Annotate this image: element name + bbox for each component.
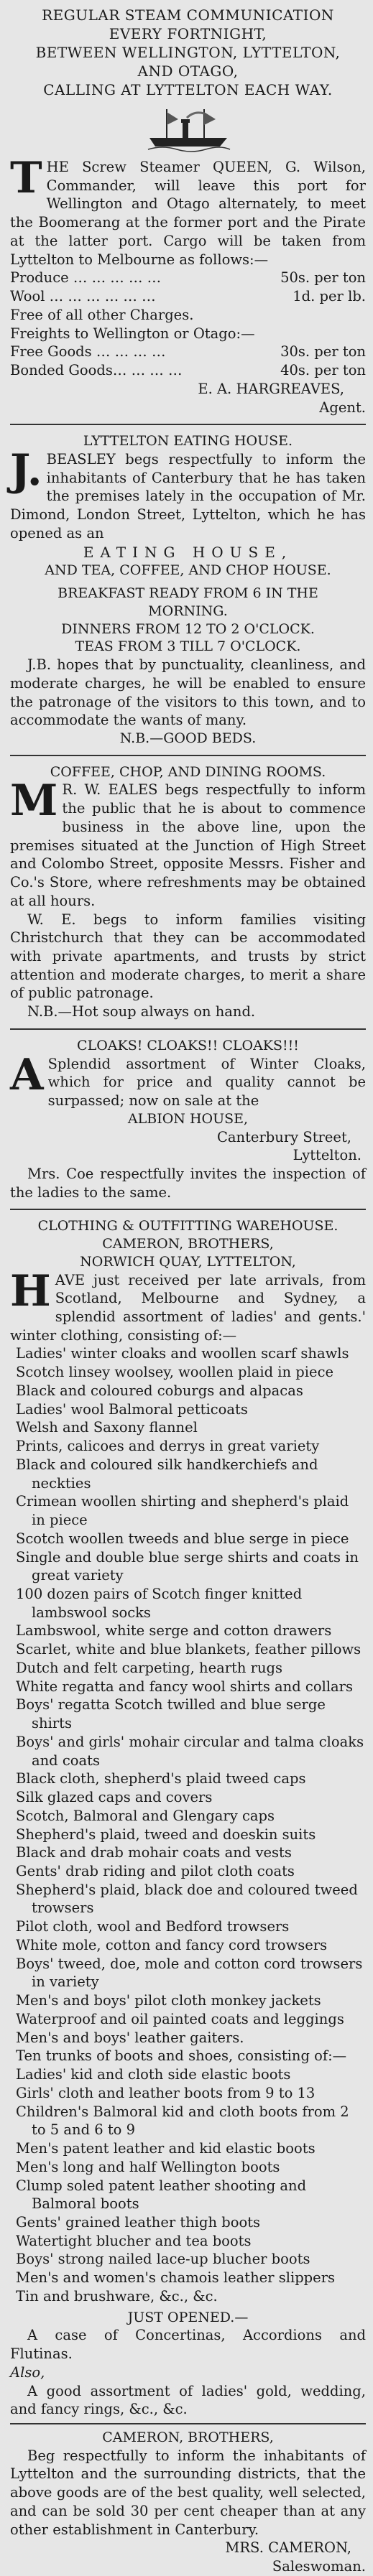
dining-rooms-advert <box>10 763 366 1021</box>
rate-price: 50s. per ton <box>280 269 366 287</box>
clothing-body <box>10 1265 366 1345</box>
rate-free-goods <box>10 343 366 361</box>
list-item: Welsh and Saxony flannel <box>16 1419 198 1436</box>
cloaks-body-2: Mrs. Coe respectfully invites the inspection of the ladies to the same. <box>10 1165 366 1201</box>
list-item: Prints, calicoes and derrys in great variety <box>16 1438 320 1455</box>
list-item: Boys' regatta Scotch twilled and blue serge shirts <box>16 1696 326 1732</box>
lyttelton: Lyttelton. <box>293 1147 362 1164</box>
good-beds: N.B.—GOOD BEDS. <box>119 730 257 747</box>
eating-body-2: J.B. hopes that by punctuality, cleanliness, and moderate charges, he will be enabled to ensure the patronage of the visitors to this town, and to accommodate the wants of many. <box>10 656 366 729</box>
list-item: Crimean woollen shirting and shepherd's plaid in piece <box>16 1493 349 1529</box>
cloaks-body <box>10 1049 366 1110</box>
list-item: Lambswool, white serge and cotton drawers <box>16 1622 332 1640</box>
heading-cloaks: CLOAKS! CLOAKS!! CLOAKS!!! <box>77 1037 299 1054</box>
list-item: Boys' tweed, doe, mole and cotton cord trowsers in variety <box>16 1955 363 1991</box>
teas-line: TEAS FROM 3 TILL 7 O'CLOCK. <box>75 638 301 655</box>
dropcap-a: A <box>10 1049 44 1100</box>
divider <box>10 755 366 756</box>
list-item: Gents' grained leather thigh boots <box>16 2213 261 2231</box>
list-item: Ten trunks of boots and shoes, consisting of:— <box>16 2047 347 2065</box>
eating-text: BEASLEY begs respectfully to inform the inhabitants of Canterbury that he has taken the premises lately in the occupation of Mr. Dimond, London Street, Lyttelton, which he has opened as an <box>10 450 366 541</box>
dining-body-2: W. E. begs to inform families visiting Christchurch that they can be accommodated with private apartments, and trusts by strict attention and moderate charges, to merit a share of public patronage. <box>10 911 366 1002</box>
list-item: Boys' strong nailed lace-up blucher boots <box>16 2251 310 2268</box>
heading-between: BETWEEN WELLINGTON, LYTTELTON, <box>35 44 341 61</box>
rate-label: Wool … … … … … … <box>10 288 156 305</box>
dinners-line: DINNERS FROM 12 TO 2 O'CLOCK. <box>61 620 315 637</box>
albion-house: ALBION HOUSE, <box>127 1110 249 1127</box>
rate-price: 1d. per lb. <box>293 288 366 305</box>
morning-line: MORNING. <box>148 603 228 620</box>
list-item: Gents' drab riding and pilot cloth coats <box>16 1863 295 1880</box>
list-item: Black and coloured coburgs and alpacas <box>16 1382 303 1399</box>
dropcap-j: J. <box>10 445 42 496</box>
rate-produce <box>10 269 366 287</box>
breakfast-line: BREAKFAST READY FROM 6 IN THE <box>57 585 318 602</box>
mrs-cameron: MRS. CAMERON, <box>225 2539 351 2557</box>
list-item: Scotch woollen tweeds and blue serge in piece <box>16 1530 349 1547</box>
heading-fortnight: EVERY FORTNIGHT, <box>109 25 267 42</box>
list-item: Men's and boys' leather gaiters. <box>16 2029 244 2046</box>
divider <box>10 1028 366 1030</box>
canterbury-street: Canterbury Street, <box>216 1128 351 1145</box>
list-item: Pilot cloth, wool and Bedford trowsers <box>16 1918 290 1935</box>
list-item: Black and drab mohair coats and vests <box>16 1844 292 1861</box>
list-item: Tin and brushware, &c., &c. <box>16 2287 218 2305</box>
list-item: Watertight blucher and tea boots <box>16 2232 252 2249</box>
heading-eating-house: LYTTELTON EATING HOUSE. <box>83 433 293 450</box>
eating-house-advert <box>10 432 366 747</box>
list-item: White mole, cotton and fancy cord trowsers <box>16 1936 328 1953</box>
steamer-text: HE Screw Steamer QUEEN, G. Wilson, Commander, will leave this port for Wellington and Otago alternately, to meet the Boomerang at the former port and the Pirate at the latter port. Cargo will be taken from Lyttelton to Melbourne as follows:— <box>10 159 366 268</box>
list-item: Scotch linsey woolsey, woollen plaid in piece <box>16 1364 334 1381</box>
list-item: Waterproof and oil painted coats and leggings <box>16 2010 344 2027</box>
heading-norwich: NORWICH QUAY, LYTTELTON, <box>80 1253 296 1270</box>
list-item: Ladies' winter cloaks and woollen scarf shawls <box>16 1345 349 1362</box>
agent-name: E. A. HARGREAVES, <box>198 380 344 397</box>
list-item: Men's and women's chamois leather slippers <box>16 2269 336 2287</box>
rate-price: 30s. per ton <box>280 343 366 361</box>
list-item: Dutch and felt carpeting, hearth rugs <box>16 1659 283 1676</box>
clothing-text: AVE just received per late arrivals, from Scotland, Melbourne and Sydney, a splendid assortment of ladies' and gents.' winter clothing, consisting of:— <box>10 1271 366 1344</box>
clothing-advert <box>10 1217 366 2575</box>
rate-bonded-goods <box>10 361 366 380</box>
rate-label: Bonded Goods… … … … <box>10 362 183 379</box>
rings: A good assortment of ladies' gold, wedding, and fancy rings, &c., &c. <box>10 2382 366 2418</box>
concertinas: A case of Concertinas, Accordions and Flutinas. <box>10 2327 366 2363</box>
cloaks-text: Splendid assortment of Winter Cloaks, which for price and quality cannot be surpassed; now on sale at the <box>47 1055 366 1110</box>
list-item: Girls' cloth and leather boots from 9 to 13 <box>16 2084 316 2101</box>
rate-label: Produce … … … … … <box>10 269 162 287</box>
clothing-body-3: Beg respectfully to inform the inhabitants of Lyttelton and the surrounding districts, that the above goods are of the best quality, well selected, and can be sold 30 per cent cheaper than at any other establishment in Canterbury. <box>10 2447 366 2538</box>
freights-heading: Freights to Wellington or Otago:— <box>10 325 255 342</box>
saleswoman: Saleswoman. <box>272 2558 366 2575</box>
list-item: Black and coloured silk handkerchiefs and neckties <box>16 1456 318 1492</box>
divider <box>10 424 366 425</box>
cloaks-advert <box>10 1037 366 1202</box>
list-item: Silk glazed caps and covers <box>16 1789 213 1806</box>
rate-label: Free Goods … … … … <box>10 343 166 361</box>
heading-calling: CALLING AT LYTTELTON EACH WAY. <box>43 81 333 98</box>
dropcap-h: H <box>10 1265 51 1316</box>
eating-body <box>10 445 366 543</box>
list-item: Shepherd's plaid, tweed and doeskin suits <box>16 1826 316 1843</box>
tea-coffee-banner: AND TEA, COFFEE, AND CHOP HOUSE. <box>45 562 331 578</box>
list-item: White regatta and fancy wool shirts and collars <box>16 1678 354 1695</box>
list-item: Scarlet, white and blue blankets, feather pillows <box>16 1641 362 1658</box>
list-item: Men's patent leather and kid elastic boots <box>16 2140 316 2157</box>
dining-body <box>10 776 366 910</box>
heading-cameron: CAMERON, BROTHERS, <box>102 1236 274 1252</box>
divider <box>10 2423 366 2424</box>
dropcap-t: T <box>10 153 42 203</box>
steamer-body <box>10 153 366 269</box>
also: Also, <box>10 2363 45 2381</box>
rate-wool <box>10 287 366 306</box>
just-opened: JUST OPENED.— <box>127 2309 249 2325</box>
rate-price: 40s. per ton <box>280 362 366 379</box>
list-item: 100 dozen pairs of Scotch finger knitted lambswool socks <box>16 1586 303 1621</box>
clothing-list <box>10 1344 366 2305</box>
list-item: Men's long and half Wellington boots <box>16 2158 280 2175</box>
heading-steam: REGULAR STEAM COMMUNICATION <box>42 6 334 24</box>
divider <box>10 1209 366 1210</box>
free-charges: Free of all other Charges. <box>10 306 194 323</box>
heading-otago: AND OTAGO, <box>137 62 239 80</box>
eating-house-banner: EATING HOUSE, <box>83 543 293 561</box>
list-item: Boys' and girls' mohair circular and talma cloaks and coats <box>16 1733 364 1769</box>
list-item: Clump soled patent leather shooting and Balmoral boots <box>16 2177 307 2213</box>
list-item: Children's Balmoral kid and cloth boots from 2 to 5 and 6 to 9 <box>16 2103 349 2139</box>
list-item: Single and double blue serge shirts and coats in great variety <box>16 1548 359 1584</box>
steamer-advert <box>10 6 366 417</box>
list-item: Ladies' kid and cloth side elastic boots <box>16 2066 291 2083</box>
list-item: Scotch, Balmoral and Glengary caps <box>16 1807 275 1824</box>
agent-title: Agent. <box>319 399 366 416</box>
list-item: Shepherd's plaid, black doe and coloured tweed trowsers <box>16 1881 358 1917</box>
dropcap-m: M <box>10 776 58 827</box>
dining-text: R. W. EALES begs respectfully to inform the public that he is about to commence business in the above line, upon the premises situated at the Junction of High Street and Colombo Street, opposite Messrs. Fisher and Co.'s Store, where refreshments may be obtained at all hours. <box>10 781 366 909</box>
heading-dining: COFFEE, CHOP, AND DINING ROOMS. <box>50 763 326 780</box>
hot-soup: N.B.—Hot soup always on hand. <box>27 1003 256 1020</box>
list-item: Men's and boys' pilot cloth monkey jackets <box>16 1992 321 2009</box>
list-item: Ladies' wool Balmoral petticoats <box>16 1400 248 1418</box>
list-item: Black cloth, shepherd's plaid tweed caps <box>16 1770 306 1787</box>
signature-cameron: CAMERON, BROTHERS, <box>102 2429 274 2445</box>
heading-clothing: CLOTHING & OUTFITTING WAREHOUSE. <box>37 1218 339 1234</box>
steamship-icon <box>145 103 231 154</box>
